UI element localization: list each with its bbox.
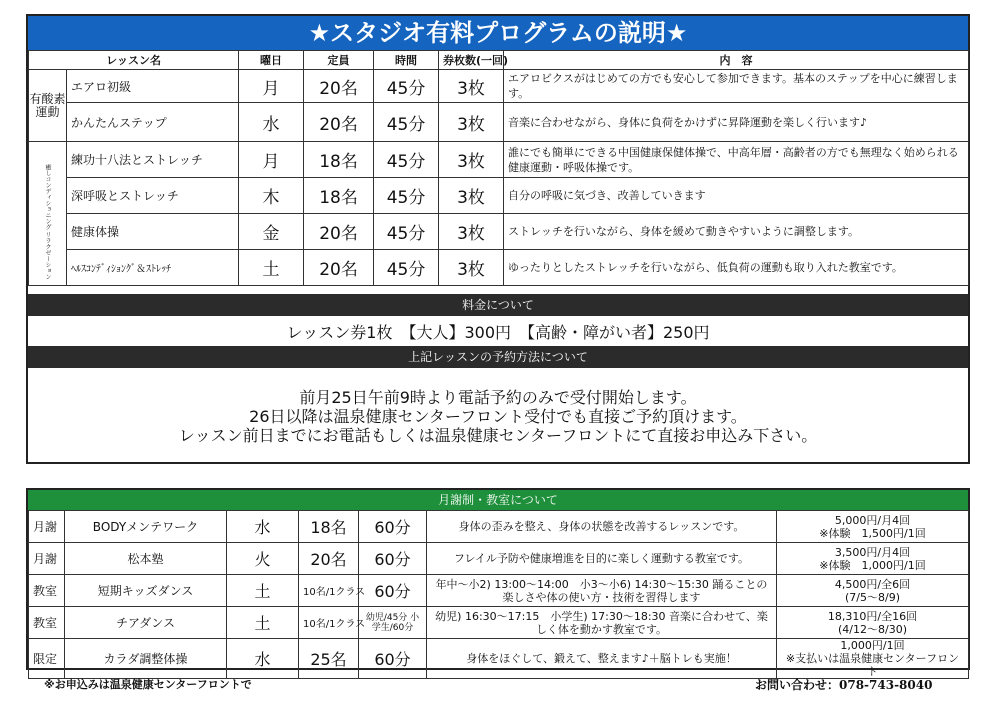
paid-program-panel	[26, 14, 970, 464]
lesson-name: エアロ初級	[67, 70, 239, 103]
program-fee	[777, 543, 969, 575]
program-type: 限定	[29, 639, 65, 679]
reserve-line-2: 26日以降は温泉健康センターフロント受付でも直接ご予約頂けます。	[249, 407, 747, 426]
program-fee-note: (7/5～8/9)	[845, 590, 900, 604]
col-time: 時間	[374, 51, 439, 70]
reserve-line-1: 前月25日午前9時より電話予約のみで受付開始します。	[299, 388, 697, 407]
lesson-name: 健康体操	[67, 214, 239, 250]
lesson-capacity: 18名	[304, 142, 374, 178]
col-day: 曜日	[239, 51, 304, 70]
program-fee-note: ※体験 1,000円/1回	[819, 558, 926, 572]
program-day: 火	[227, 543, 299, 575]
program-content: 幼児) 16:30～17:15 小学生) 17:30～18:30 音楽に合わせて、楽しく体を動かす教室です。	[427, 607, 777, 639]
program-content: 身体をほぐして、鍛えて、整えます♪＋脳トレも実施！	[427, 639, 777, 679]
program-fee-note: ※支払いは温泉健康センターフロント	[785, 652, 960, 678]
lesson-time: 45分	[374, 178, 439, 214]
program-fee-note: (4/12～8/30)	[838, 622, 907, 636]
table-row	[29, 214, 969, 250]
table-row	[29, 70, 969, 103]
lesson-day: 水	[239, 103, 304, 142]
lesson-name: かんたんステップ	[67, 103, 239, 142]
lesson-content: 誰にでも簡単にできる中国健康保健体操で、中高年層・高齢者の方でも無理なく始められる健康運動・呼吸体操です。	[504, 142, 969, 178]
monthly-program-panel	[26, 488, 970, 678]
lesson-capacity: 20名	[304, 250, 374, 286]
lesson-content: ストレッチを行いながら、身体を緩めて動きやすいように調整します。	[504, 214, 969, 250]
table-row	[29, 639, 969, 679]
program-content: 身体の歪みを整え、身体の状態を改善するレッスンです。	[427, 511, 777, 543]
reserve-header: 上記レッスンの予約方法について	[28, 346, 968, 368]
lesson-capacity: 20名	[304, 70, 374, 103]
program-capacity: 20名	[299, 543, 359, 575]
lesson-time: 45分	[374, 70, 439, 103]
program-content: フレイル予防や健康増進を目的に楽しく運動する教室です。	[427, 543, 777, 575]
table-row	[29, 511, 969, 543]
program-fee-main: 18,310円/全16回	[827, 609, 918, 623]
lesson-capacity: 20名	[304, 214, 374, 250]
lesson-tickets: 3枚	[439, 103, 504, 142]
program-time: 60分	[359, 511, 427, 543]
program-day: 水	[227, 639, 299, 679]
program-name: カラダ調整体操	[65, 639, 227, 679]
lesson-day: 金	[239, 214, 304, 250]
program-day: 水	[227, 511, 299, 543]
program-fee-note: ※体験 1,500円/1回	[819, 526, 926, 540]
program-capacity: 25名	[299, 639, 359, 679]
footer-note: ※お申込みは温泉健康センターフロントで	[44, 678, 252, 691]
lesson-tickets: 3枚	[439, 250, 504, 286]
lesson-day: 月	[239, 142, 304, 178]
footer-contact: お問い合わせ：078-743-8040	[755, 678, 933, 692]
group-relax-label: 癒しコンディショニング リラクゼーション	[44, 163, 51, 280]
col-lesson-name: レッスン名	[29, 51, 239, 70]
program-capacity: 18名	[299, 511, 359, 543]
table-row	[29, 250, 969, 286]
lesson-name: ﾍﾙｽｺﾝﾃﾞｨｼｮﾝｸﾞ＆ｽﾄﾚｯﾁ	[67, 250, 239, 286]
program-name: 短期キッズダンス	[65, 575, 227, 607]
program-type: 教室	[29, 575, 65, 607]
lesson-content: エアロビクスがはじめての方でも安心して参加できます。基本のステップを中心に練習します。	[504, 70, 969, 103]
lesson-time: 45分	[374, 103, 439, 142]
program-fee	[777, 575, 969, 607]
program-type: 月謝	[29, 511, 65, 543]
table-row	[29, 178, 969, 214]
lesson-day: 木	[239, 178, 304, 214]
lesson-time: 45分	[374, 214, 439, 250]
program-name: BODYメンテワーク	[65, 511, 227, 543]
program-content: 年中～小2) 13:00～14:00 小3～小6) 14:30～15:30 踊ることの楽しさや体の使い方・技術を習得します	[427, 575, 777, 607]
lesson-tickets: 3枚	[439, 178, 504, 214]
fee-text: レッスン券1枚 【大人】300円 【高齢・障がい者】250円	[286, 323, 710, 342]
program-fee-main: 4,500円/全6回	[834, 577, 911, 591]
col-tickets: 券枚数(一回)	[439, 51, 504, 70]
lesson-tickets: 3枚	[439, 214, 504, 250]
lesson-tickets: 3枚	[439, 142, 504, 178]
program-day: 土	[227, 575, 299, 607]
program-time: 60分	[359, 639, 427, 679]
lesson-time: 45分	[374, 142, 439, 178]
program-day: 土	[227, 607, 299, 639]
table-row	[29, 575, 969, 607]
lesson-table	[28, 50, 969, 286]
page-title: ★スタジオ有料プログラムの説明★	[28, 16, 968, 50]
table-row	[29, 543, 969, 575]
reserve-line-3: レッスン前日までにお電話もしくは温泉健康センターフロントにて直接お申込み下さい。	[178, 426, 818, 445]
program-fee	[777, 511, 969, 543]
fee-header: 料金について	[28, 294, 968, 316]
program-fee	[777, 607, 969, 639]
lesson-capacity: 18名	[304, 178, 374, 214]
lesson-day: 土	[239, 250, 304, 286]
program-type: 月謝	[29, 543, 65, 575]
lesson-content: ゆったりとしたストレッチを行いながら、低負荷の運動も取り入れた教室です。	[504, 250, 969, 286]
lesson-capacity: 20名	[304, 103, 374, 142]
program-fee-main: 3,500円/月4回	[834, 545, 911, 559]
program-time: 60分	[359, 575, 427, 607]
lesson-time: 45分	[374, 250, 439, 286]
table-row	[29, 607, 969, 639]
program-fee-main: 5,000円/月4回	[834, 513, 911, 527]
table-row	[29, 142, 969, 178]
program-name: チアダンス	[65, 607, 227, 639]
program-type: 教室	[29, 607, 65, 639]
lesson-content: 自分の呼吸に気づき、改善していきます	[504, 178, 969, 214]
lesson-content: 音楽に合わせながら、身体に負荷をかけずに昇降運動を楽しく行います♪	[504, 103, 969, 142]
monthly-header: 月謝制・教室について	[28, 490, 968, 510]
col-capacity: 定員	[304, 51, 374, 70]
monthly-table	[28, 510, 969, 679]
col-content: 内 容	[504, 51, 969, 70]
group-relax-cell	[29, 142, 67, 286]
lesson-day: 月	[239, 70, 304, 103]
group-aerobic-label: 有酸素運動	[29, 70, 67, 142]
program-name: 松本塾	[65, 543, 227, 575]
program-time: 幼児/45分 小学生/60分	[359, 607, 427, 639]
lesson-table-header	[29, 51, 969, 70]
table-row	[29, 103, 969, 142]
program-fee-main: 1,000円/1回	[840, 639, 905, 652]
program-fee	[777, 639, 969, 679]
lesson-tickets: 3枚	[439, 70, 504, 103]
program-time: 60分	[359, 543, 427, 575]
program-capacity: 10名/1クラス	[299, 607, 359, 639]
lesson-name: 練功十八法とストレッチ	[67, 142, 239, 178]
lesson-name: 深呼吸とストレッチ	[67, 178, 239, 214]
program-capacity: 10名/1クラス	[299, 575, 359, 607]
